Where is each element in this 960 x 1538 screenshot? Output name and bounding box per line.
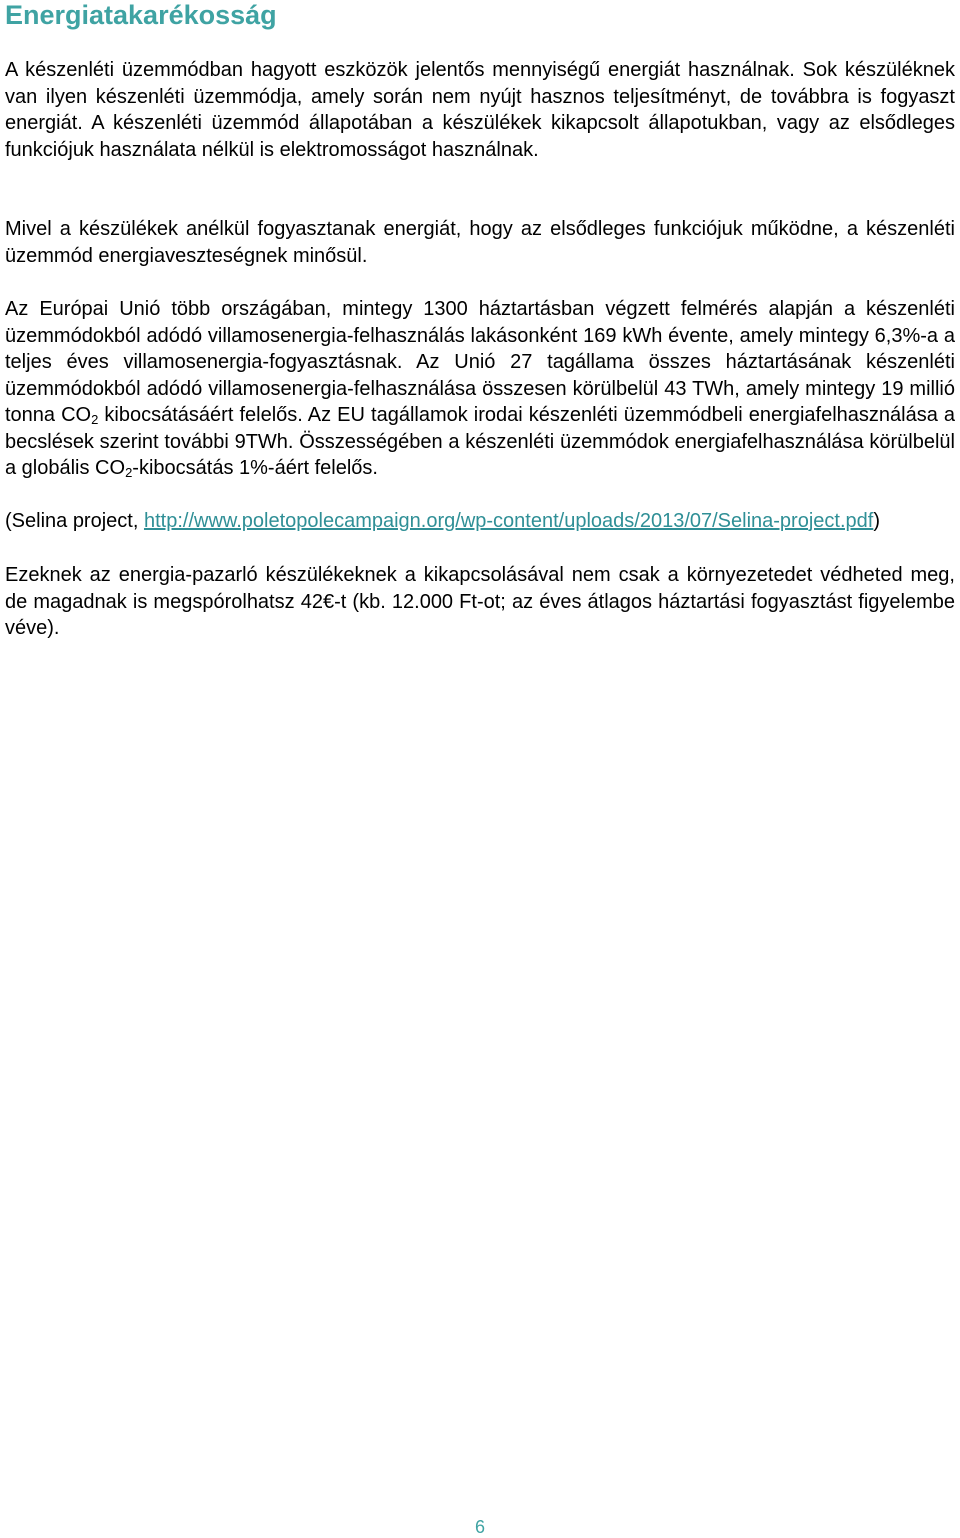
paragraph-eu-statistics [5, 296, 955, 482]
page-number: 6 [474, 1517, 485, 1537]
citation-prefix: (Selina project, [5, 510, 144, 532]
citation-suffix: ) [873, 510, 880, 532]
selina-project-link[interactable]: http://www.poletopolecampaign.org/wp-content/uploads/2013/07/Selina-project.pdf [143, 510, 874, 532]
paragraph-standby-intro: A készenléti üzemmódban hagyott eszközök jelentős mennyiségű energiát használnak. Sok készüléknek van ilyen készenléti üzemmódja, amely során nem nyújt hasznos teljesítményt, de továbbra is fogyaszt energiát. A készenléti üzemmód állapotában a készülékek kikapcsolt állapotukban, vagy az elsődleges funkciójuk használata nélkül is elektromosságot használnak. [5, 59, 955, 161]
source-citation [5, 508, 955, 535]
paragraph-energy-loss: Mivel a készülékek anélkül fogyasztanak energiát, hogy az elsődleges funkciójuk működne, a készenléti üzemmód energiaveszteségnek minősül. [5, 218, 955, 267]
page-title: Energiatakarékosság [5, 0, 277, 30]
co2-subscript: 2 [125, 465, 133, 480]
eu-statistics-text-3: -kibocsátás 1%-áért felelős. [132, 457, 378, 479]
eu-statistics-text-1: Az Európai Unió több országában, mintegy 1300 háztartásban végzett felmérés alapján a készenléti üzemmódokból adódó villamosenergia-felhasználás lakásonként 169 kWh évente, amely mintegy 6,3%-a a teljes éves villamosenergia-fogyasztásnak. Az Unió 27 tagállama összes háztartásának készenléti üzemmódokból adódó villamosenergia-felhasználása összesen körülbelül 43 TWh, amely mintegy 19 millió tonna CO [5, 298, 955, 426]
eu-statistics-text-2: kibocsátásáért felelős. Az EU tagállamok irodai készenléti üzemmódbeli energiafelhasználása a becslések szerint további 9TWh. Összességében a készenléti üzemmódok energiafelhasználása körülbelül a globális CO [5, 404, 956, 479]
co2-subscript: 2 [91, 412, 99, 427]
paragraph-savings: Ezeknek az energia-pazarló készülékeknek a kikapcsolásával nem csak a környezetedet védheted meg, de magadnak is megspórolhatsz 42€-t (kb. 12.000 Ft-ot; az éves átlagos háztartási fogyasztást figyelembe véve). [5, 564, 955, 639]
